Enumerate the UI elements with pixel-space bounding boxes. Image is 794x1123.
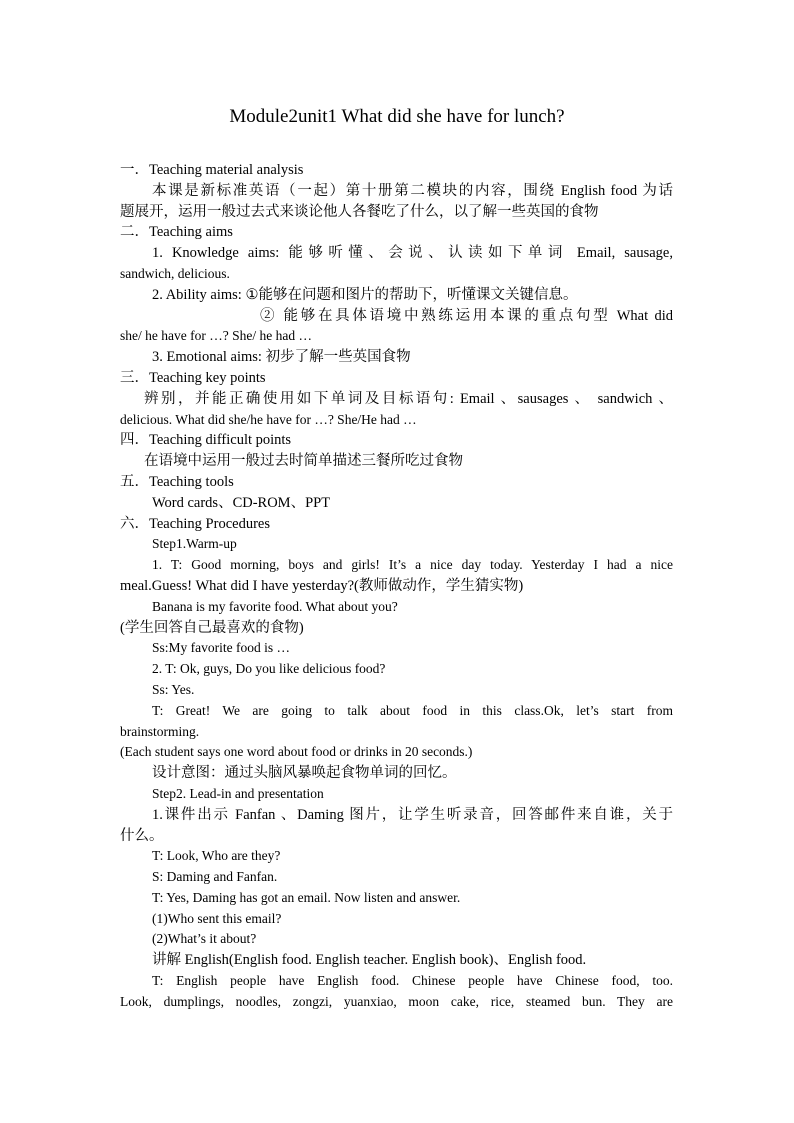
text-line: T: Yes, Daming has got an email. Now listen and answer. <box>152 889 461 905</box>
document-body <box>120 160 673 1013</box>
text-line: 什么。 <box>120 827 164 844</box>
text-line: 2. Ability aims: ①能够在问题和图片的帮助下，听懂课文关键信息。 <box>152 286 578 303</box>
text-line: Step1.Warm-up <box>152 536 237 552</box>
text-line: T: Look, Who are they? <box>152 848 281 864</box>
text-line: 一．Teaching material analysis <box>120 162 304 178</box>
text-line: Ss: Yes. <box>152 681 195 697</box>
text-line: 四．Teaching difficult points <box>120 432 292 449</box>
text-line: she/ he have for …? She/ he had … <box>120 328 312 344</box>
text-line: Banana is my favorite food. What about you? <box>152 598 398 614</box>
text-line: Step2. Lead-in and presentation <box>152 785 324 801</box>
text-line: delicious. What did she/he have for …? She/He had … <box>120 411 417 427</box>
text-line: 1.课件出示 Fanfan 、Daming 图片，让学生听录音，回答邮件来自谁，关于 <box>152 806 673 823</box>
text-line: T: English people have English food. Chinese people have Chinese food, too. <box>152 973 673 989</box>
document-title: Module2unit1 What did she have for lunch? <box>229 106 565 127</box>
text-line: 1. T: Good morning, boys and girls! It’s a nice day today. Yesterday I had a nice <box>152 557 673 573</box>
text-line: (Each student says one word about food or drinks in 20 seconds.) <box>120 744 473 760</box>
text-line: 在语境中运用一般过去时简单描述三餐所吃过食物 <box>144 453 463 470</box>
text-line: 五．Teaching tools <box>120 473 234 490</box>
text-line: T: Great! We are going to talk about food in this class.Ok, let’s start from <box>152 702 673 718</box>
text-line: 三．Teaching key points <box>120 369 266 386</box>
text-line: 讲解 English(English food. English teacher. English book)、English food. <box>152 952 587 969</box>
text-line: 2. T: Ok, guys, Do you like delicious food? <box>152 661 386 677</box>
text-line: (1)Who sent this email? <box>152 910 282 926</box>
text-line: 二．Teaching aims <box>120 224 233 241</box>
text-line: 六．Teaching Procedures <box>120 515 270 532</box>
text-line: 题展开，运用一般过去式来谈论他人各餐吃了什么，以了解一些英国的食物 <box>120 203 599 220</box>
text-line: (2)What’s it about? <box>152 931 257 947</box>
text-line: ② 能够在具体语境中熟练运用本课的重点句型 What did <box>260 307 673 324</box>
text-line: 辨别，并能正确使用如下单词及目标语句: Email 、sausages 、 sandwich 、 <box>144 390 673 407</box>
text-line: sandwich, delicious. <box>120 265 230 281</box>
text-line: 3. Emotional aims: 初步了解一些英国食物 <box>152 349 411 366</box>
text-line: 设计意图：通过头脑风暴唤起食物单词的回忆。 <box>152 765 457 782</box>
text-line: Ss:My favorite food is … <box>152 640 290 656</box>
text-line: 本课是新标准英语（一起）第十册第二模块的内容，围绕 English food 为话 <box>152 182 673 199</box>
text-line: Word cards、CD-ROM、PPT <box>152 494 331 511</box>
text-line: S: Daming and Fanfan. <box>152 869 278 885</box>
text-line: 1. Knowledge aims: 能够听懂、会说、认读如下单词 Email, sausage, <box>152 245 673 262</box>
text-line: (学生回答自己最喜欢的食物) <box>120 619 304 636</box>
text-line: Look, dumplings, noodles, zongzi, yuanxiao, moon cake, rice, steamed bun. They are <box>120 993 673 1009</box>
text-line: meal.Guess! What did I have yesterday?(教师做动作，学生猜实物) <box>120 577 524 594</box>
text-line: brainstorming. <box>120 723 200 739</box>
